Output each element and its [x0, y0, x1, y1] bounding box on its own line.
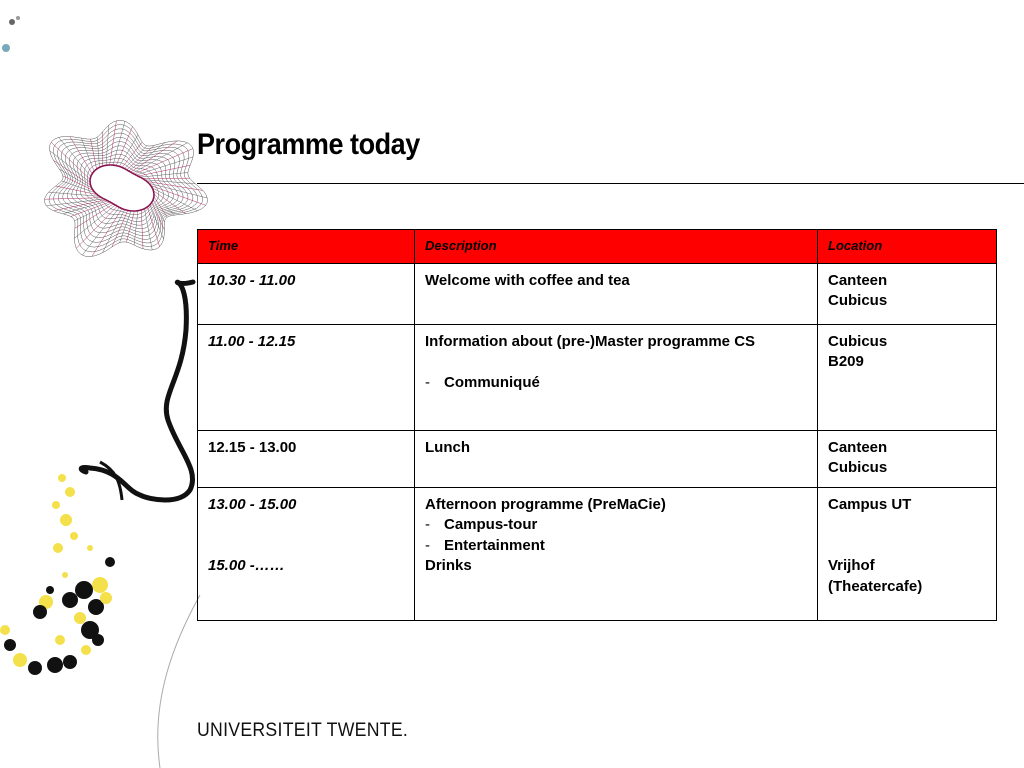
decorative-dot	[53, 543, 63, 553]
time-cell	[198, 263, 415, 324]
header-location: Location	[818, 230, 997, 264]
decorative-dot	[62, 572, 68, 578]
mesh-spoke-line	[74, 205, 115, 238]
table-row	[198, 263, 997, 324]
bullet-text: Communiqué	[444, 373, 540, 391]
mesh-spoke-line	[50, 151, 91, 183]
decorative-dot	[52, 501, 60, 509]
description-text: Information about (pre-)Master programme CS	[425, 332, 756, 350]
decorative-dot	[60, 514, 72, 526]
description-cell	[415, 324, 818, 430]
decorative-dot	[0, 625, 10, 635]
curve-line	[100, 462, 122, 500]
description-text: Drinks	[425, 557, 472, 574]
location-cell	[818, 263, 997, 324]
table-row	[198, 324, 997, 430]
description-cell	[415, 263, 818, 324]
location-text: Campus UT	[828, 495, 912, 513]
time-text: 15.00 -……	[208, 557, 285, 574]
mesh-spoke-line	[54, 160, 91, 185]
university-logo-text: UNIVERSITEIT TWENTE.	[197, 720, 409, 741]
mesh-spoke-line	[134, 149, 193, 175]
time-text: 13.00 - 15.00	[208, 495, 297, 513]
decorative-dot	[92, 634, 104, 646]
mesh-spoke-line	[106, 125, 109, 165]
decorative-dot	[92, 577, 108, 593]
slide-title: Programme today	[197, 128, 420, 161]
time-cell	[198, 430, 415, 487]
mesh-spoke-line	[49, 192, 100, 196]
decorative-dot	[100, 592, 112, 604]
mesh-spoke-line	[46, 199, 104, 206]
mesh-ring-line	[49, 125, 203, 252]
location-text: Cubicus	[828, 459, 888, 476]
header-description: Description	[415, 230, 818, 264]
mesh-blob-graphic	[44, 120, 207, 256]
programme-table	[197, 229, 997, 621]
mesh-spoke-line	[127, 145, 155, 170]
table-row	[198, 430, 997, 487]
decorative-dot	[87, 545, 93, 551]
location-cell	[818, 430, 997, 487]
description-text: Welcome with coffee and tea	[425, 271, 630, 289]
yellow-black-dots-graphic	[0, 474, 115, 675]
header-time: Time	[198, 230, 415, 264]
mesh-spoke-line	[76, 206, 117, 248]
time-text: 10.30 - 11.00	[208, 271, 296, 289]
mesh-spoke-line	[122, 142, 142, 167]
table-row	[198, 487, 997, 620]
mesh-spoke-line	[145, 180, 196, 184]
decorative-dot	[33, 605, 47, 619]
decorative-dot	[55, 635, 65, 645]
decorative-dot	[47, 657, 63, 673]
mesh-spoke-line	[145, 209, 153, 250]
location-cell	[818, 487, 997, 620]
time-cell	[198, 324, 415, 430]
decorative-dot	[46, 586, 54, 594]
location-text: Canteen	[828, 438, 888, 456]
decorative-dot	[63, 655, 77, 669]
description-cell	[415, 430, 818, 487]
mesh-spoke-line	[102, 210, 124, 253]
decorative-dot	[65, 487, 75, 497]
decorative-dot	[75, 581, 93, 599]
mesh-spoke-line	[92, 209, 122, 257]
bullet-item: - Entertainment	[425, 536, 545, 554]
location-text: B209	[828, 353, 864, 370]
curve-line	[81, 282, 193, 500]
location-text: Canteen	[828, 271, 888, 289]
decorative-dot	[58, 474, 66, 482]
decorative-dot	[62, 592, 78, 608]
description-text: Lunch	[425, 438, 470, 456]
decorative-dot	[105, 557, 115, 567]
title-divider	[197, 183, 1024, 184]
decorative-dot	[13, 653, 27, 667]
time-text: 11.00 - 12.15	[208, 332, 296, 350]
table-header-row	[198, 230, 997, 264]
time-text: 12.15 - 13.00	[208, 438, 297, 456]
location-text: (Theatercafe)	[828, 577, 923, 595]
bullet-item: - Campus-tour	[425, 516, 538, 533]
location-text: Cubicus	[828, 292, 888, 309]
thin-arc-line	[158, 595, 200, 768]
location-text: Vrijhof	[828, 557, 875, 574]
corner-dots-graphic	[2, 16, 20, 52]
mesh-spoke-line	[138, 165, 190, 176]
mesh-ring-line	[90, 165, 154, 211]
decorative-dot	[74, 612, 86, 624]
decorative-dot	[4, 639, 16, 651]
bullet-item: - Communiqué	[425, 373, 540, 391]
mesh-spoke-line	[97, 137, 99, 167]
mesh-ring-line	[54, 129, 198, 247]
bullet-text: Entertainment	[444, 536, 545, 554]
location-text: Cubicus	[828, 332, 888, 350]
decorative-artwork	[0, 0, 210, 768]
location-cell	[818, 324, 997, 430]
bullet-text: Campus-tour	[444, 516, 538, 533]
mesh-spoke-line	[141, 210, 143, 249]
decorative-dot	[70, 532, 78, 540]
decorative-dot	[81, 645, 91, 655]
description-text: Afternoon programme (PreMaCie)	[425, 495, 666, 513]
description-cell	[415, 487, 818, 620]
time-cell	[198, 487, 415, 620]
decorative-dot	[28, 661, 42, 675]
